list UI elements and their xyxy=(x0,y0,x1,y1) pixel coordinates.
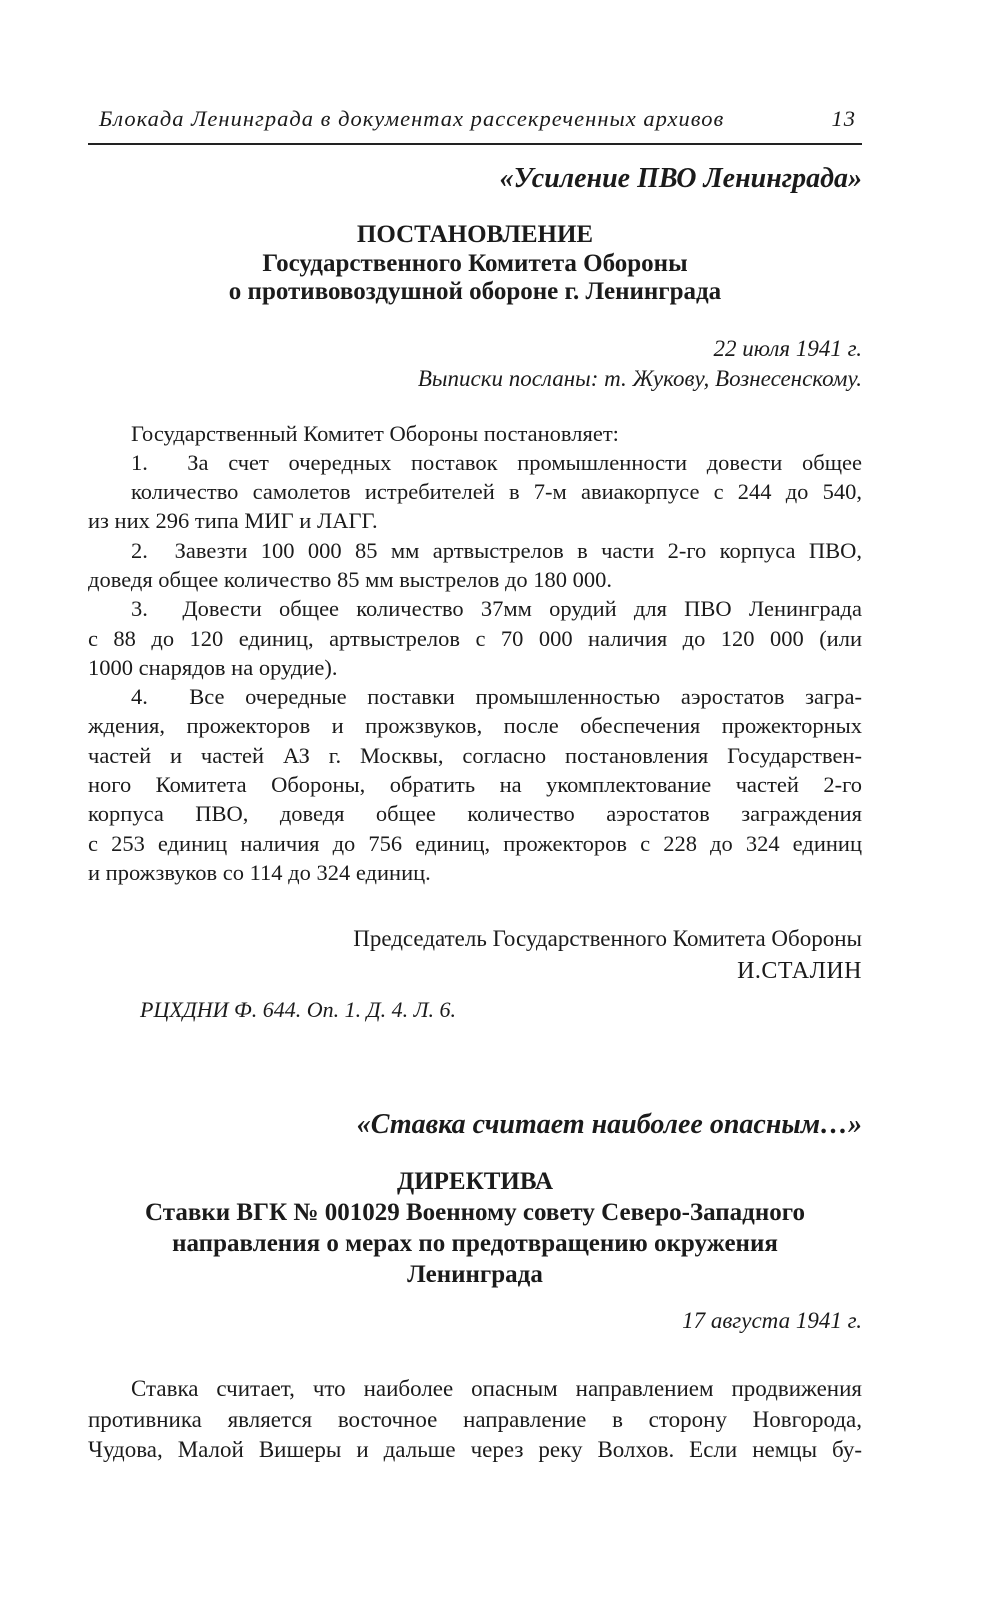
document-title-line: ПОСТАНОВЛЕНИЕ xyxy=(356,221,594,248)
body-line: Ставка считает, что наиболее опасным направлением продвижения xyxy=(131,1376,862,1402)
document-title xyxy=(88,221,862,307)
document-date: 22 июля 1941 г. xyxy=(713,335,862,361)
body-line: 1. За счет очередных поставок промышленности довести общее xyxy=(131,449,862,475)
document-directive xyxy=(88,1107,862,1465)
running-head xyxy=(88,106,862,145)
signature-block xyxy=(88,923,862,987)
document-title-line: направления о мерах по предотвращению окружения xyxy=(172,1230,778,1258)
archive-source: РЦХДНИ Ф. 644. Оп. 1. Д. 4. Л. 6. xyxy=(140,997,457,1023)
document-title-line: ДИРЕКТИВА xyxy=(397,1168,553,1196)
body-line: корпуса ПВО, доведя общее количество аэростатов заграждения xyxy=(88,801,862,827)
document-resolution xyxy=(88,161,862,1023)
body-line: противника является восточное направление в сторону Новгорода, xyxy=(88,1406,862,1432)
distribution-note: Выписки посланы: т. Жукову, Вознесенскому. xyxy=(417,365,862,391)
body-line: и прожзвуков со 114 до 324 единиц. xyxy=(88,859,431,885)
body-line: 2. Завезти 100 000 85 мм артвыстрелов в части 2-го корпуса ПВО, xyxy=(131,537,862,563)
body-line: Чудова, Малой Вишеры и дальше через реку Волхов. Если немцы бу- xyxy=(88,1437,862,1463)
document-epigraph: «Усиление ПВО Ленинграда» xyxy=(499,163,862,194)
body-line: из них 296 типа МИГ и ЛАГГ. xyxy=(88,508,378,534)
document-title-line: о противовоздушной обороне г. Ленинграда xyxy=(228,278,722,305)
document-title xyxy=(88,1166,862,1290)
body-line: Государственный Комитет Обороны постановляет: xyxy=(131,420,619,446)
page-content xyxy=(88,106,862,1465)
body-line: доведя общее количество 85 мм выстрелов до 180 000. xyxy=(88,566,613,592)
body-line: 1000 снарядов на орудие). xyxy=(88,654,338,680)
document-title-line: Ленинграда xyxy=(407,1261,543,1289)
body-line: ждения, прожекторов и прожзвуков, после обеспечения прожекторных xyxy=(88,713,862,739)
document-title-line: Ставки ВГК № 001029 Военному совету Северо-Западного xyxy=(145,1199,805,1227)
date-block xyxy=(88,334,862,394)
body-line: ного Комитета Обороны, обратить на укомплектование частей 2-го xyxy=(88,772,862,798)
document-body xyxy=(88,419,862,888)
body-line: с 253 единиц наличия до 756 единиц, прожекторов с 228 до 324 единиц xyxy=(88,830,862,856)
signature-name: И.СТАЛИН xyxy=(737,958,862,985)
body-line: 4. Все очередные поставки промышленностью аэростатов загра- xyxy=(131,684,862,710)
document-title-line: Государственного Комитета Обороны xyxy=(262,249,688,277)
document-epigraph: «Ставка считает наиболее опасным…» xyxy=(356,1109,862,1141)
body-line: с 88 до 120 единиц, артвыстрелов с 70 000 наличия до 120 000 (или xyxy=(88,625,862,651)
document-date: 17 августа 1941 г. xyxy=(682,1308,862,1334)
body-line: частей и частей АЗ г. Москвы, согласно постановления Государствен- xyxy=(88,742,862,768)
signature-role: Председатель Государственного Комитета Обороны xyxy=(353,926,862,952)
body-line: 3. Довести общее количество 37мм орудий для ПВО Ленинграда xyxy=(131,596,862,622)
document-body xyxy=(88,1374,862,1465)
date-block xyxy=(88,1306,862,1336)
body-line: количество самолетов истребителей в 7-м авиакорпусе с 244 до 540, xyxy=(131,479,862,505)
page-number: 13 xyxy=(831,106,856,131)
running-head-title: Блокада Ленинграда в документах рассекреченных архивов xyxy=(99,106,725,131)
